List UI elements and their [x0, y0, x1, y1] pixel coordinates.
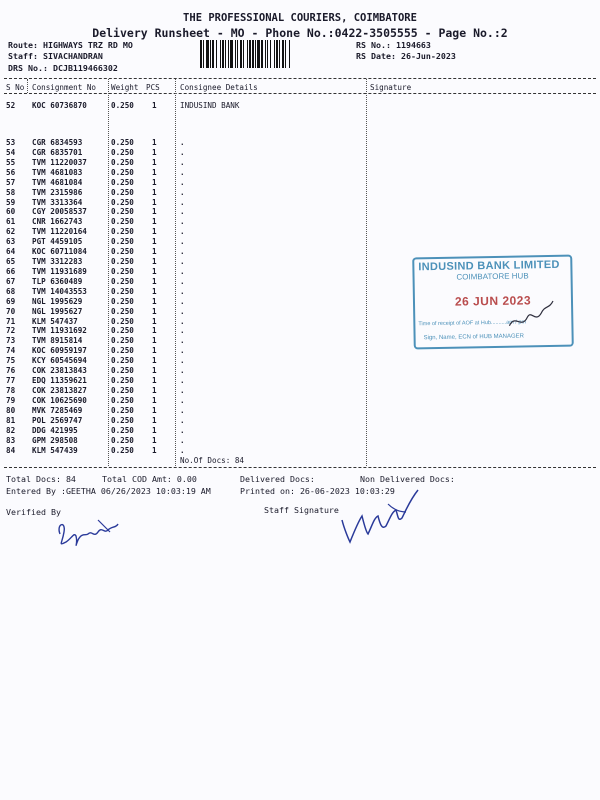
table-row — [0, 277, 370, 287]
row-consignment: KLM 547439 — [32, 445, 78, 455]
row-consignment: CGR 6835701 — [32, 147, 83, 157]
row-weight: 0.250 — [111, 376, 134, 386]
row-weight: 0.250 — [111, 247, 134, 257]
row-pcs: 1 — [152, 257, 157, 267]
table-row — [0, 366, 370, 376]
row-pcs: 1 — [152, 147, 157, 157]
row-consignee: . — [180, 227, 185, 237]
row-weight: 0.250 — [111, 286, 134, 296]
row-consignment: TVM 11931692 — [32, 326, 87, 336]
row-consignee: . — [180, 257, 185, 267]
bank-receipt-stamp — [412, 255, 574, 350]
row-sno: 77 — [6, 376, 16, 386]
rs-number: RS No.: 1194663 — [356, 40, 431, 50]
row-consignment: KOC 60959197 — [32, 346, 87, 356]
row-sno: 72 — [6, 326, 16, 336]
row-consignee: . — [180, 276, 185, 286]
row-pcs: 1 — [152, 276, 157, 286]
row-weight: 0.250 — [111, 177, 134, 187]
no-of-docs: No.Of Docs: 84 — [180, 456, 245, 465]
row-sno: 80 — [6, 405, 16, 415]
row-pcs: 1 — [152, 237, 157, 247]
row-consignee: . — [180, 326, 185, 336]
table-bottom-rule — [4, 467, 596, 468]
staff: Staff: SIVACHANDRAN — [8, 51, 103, 61]
row-consignee: . — [180, 177, 185, 187]
row-consignment: POL 2569747 — [32, 415, 83, 425]
row-weight: 0.250 — [111, 366, 134, 376]
row-weight: 0.250 — [111, 316, 134, 326]
row-consignee: . — [180, 167, 185, 177]
row-consignee: . — [180, 445, 185, 455]
table-row — [0, 207, 370, 217]
row-pcs: 1 — [152, 425, 157, 435]
row-sno: 79 — [6, 395, 16, 405]
row-consignee: . — [180, 247, 185, 257]
row-sno: 60 — [6, 207, 16, 217]
row-weight: 0.250 — [111, 147, 134, 157]
row-weight: 0.250 — [111, 445, 134, 455]
row-consignment: NGL 1995627 — [32, 306, 83, 316]
row-consignee: . — [180, 425, 185, 435]
row-weight: 0.250 — [111, 306, 134, 316]
table-row — [0, 356, 370, 366]
row-sno: 57 — [6, 177, 16, 187]
row-sno: 53 — [6, 138, 16, 147]
row-pcs: 1 — [152, 296, 157, 306]
route: Route: HIGHWAYS TRZ RD MO — [8, 40, 133, 50]
table-row — [0, 386, 370, 396]
row-sno: 65 — [6, 257, 16, 267]
row-pcs: 1 — [152, 306, 157, 316]
row-consignment: TVM 11931689 — [32, 266, 87, 276]
row-pcs: 1 — [152, 386, 157, 395]
row-pcs: 1 — [152, 286, 157, 296]
row-pcs: 1 — [152, 356, 157, 366]
table-header-rule — [4, 93, 596, 94]
row-pcs: 1 — [152, 405, 157, 415]
row-consignee: . — [180, 147, 185, 157]
row-consignment: KLM 547437 — [32, 316, 78, 326]
rs-date: RS Date: 26-Jun-2023 — [356, 51, 456, 61]
total-cod-amount: Total COD Amt: 0.00 — [102, 474, 197, 484]
row-weight: 0.250 — [111, 101, 134, 110]
verified-by-label: Verified By — [6, 507, 61, 517]
table-row — [0, 217, 370, 227]
row-weight: 0.250 — [111, 167, 134, 177]
row-pcs: 1 — [152, 445, 157, 455]
row-consignee: . — [180, 207, 185, 217]
row-consignee: . — [180, 157, 185, 167]
row-weight: 0.250 — [111, 157, 134, 167]
row-weight: 0.250 — [111, 237, 134, 247]
row-sno: 62 — [6, 227, 16, 237]
row-weight: 0.250 — [111, 217, 134, 227]
row-consignee: . — [180, 296, 185, 306]
table-row — [0, 247, 370, 257]
row-weight: 0.250 — [111, 336, 134, 346]
row-sno: 71 — [6, 316, 16, 326]
row-consignee: . — [180, 306, 185, 316]
delivered-docs: Delivered Docs: — [240, 474, 315, 484]
row-sno: 54 — [6, 147, 16, 157]
header-pcs: PCS — [146, 83, 160, 92]
row-sno: 55 — [6, 157, 16, 167]
row-consignee: . — [180, 366, 185, 376]
total-docs: Total Docs: 84 — [6, 474, 76, 484]
row-consignment: TVM 3312283 — [32, 257, 83, 267]
row-sno: 61 — [6, 217, 16, 227]
table-row — [0, 188, 370, 198]
stamp-date: 26 JUN 2023 — [454, 293, 532, 309]
row-sno: 70 — [6, 306, 16, 316]
table-row — [0, 436, 370, 446]
row-sno: 66 — [6, 266, 16, 276]
row-weight: 0.250 — [111, 346, 134, 356]
verified-by-signature — [52, 514, 122, 554]
row-consignee: . — [180, 217, 185, 227]
row-consignment: TVM 4681084 — [32, 177, 83, 187]
row-weight: 0.250 — [111, 425, 134, 435]
table-row — [0, 406, 370, 416]
row-sno: 52 — [6, 101, 16, 110]
row-weight: 0.250 — [111, 266, 134, 276]
row-weight: 0.250 — [111, 405, 134, 415]
row-consignee: . — [180, 346, 185, 356]
table-row — [0, 287, 370, 297]
row-pcs: 1 — [152, 227, 157, 237]
table-row — [0, 307, 370, 317]
stamp-hub: COIMBATORE HUB — [456, 271, 529, 282]
row-consignment: EDQ 11359621 — [32, 376, 87, 386]
row-consignee: . — [180, 266, 185, 276]
row-sno: 75 — [6, 356, 16, 366]
table-row — [0, 416, 370, 426]
col-divider — [27, 79, 28, 93]
row-consignee: . — [180, 435, 185, 445]
row-sno: 78 — [6, 386, 16, 395]
header-signature: Signature — [370, 83, 412, 92]
row-pcs: 1 — [152, 415, 157, 425]
row-sno: 83 — [6, 435, 16, 445]
row-consignment: CGY 20058537 — [32, 207, 87, 217]
table-row — [0, 158, 370, 168]
staff-signature — [336, 482, 426, 550]
row-consignment: DDG 421995 — [32, 425, 78, 435]
row-consignee: . — [180, 316, 185, 326]
row-consignment: PGT 4459105 — [32, 237, 83, 247]
row-weight: 0.250 — [111, 227, 134, 237]
table-row — [0, 336, 370, 346]
row-sno: 76 — [6, 366, 16, 376]
row-consignment: MVK 7285469 — [32, 405, 83, 415]
row-weight: 0.250 — [111, 207, 134, 217]
row-pcs: 1 — [152, 197, 157, 207]
row-sno: 68 — [6, 286, 16, 296]
row-weight: 0.250 — [111, 435, 134, 445]
stamp-bank-name: INDUSIND BANK LIMITED — [418, 258, 560, 274]
table-row — [0, 267, 370, 277]
row-consignee: INDUSIND BANK — [180, 101, 240, 110]
row-consignment: KOC 60736870 — [32, 101, 87, 110]
row-pcs: 1 — [152, 177, 157, 187]
table-row — [0, 198, 370, 208]
row-sno: 74 — [6, 346, 16, 356]
row-pcs: 1 — [152, 247, 157, 257]
row-consignment: CGR 6834593 — [32, 138, 83, 147]
row-pcs: 1 — [152, 336, 157, 346]
stamp-receipt-time: Time of receipt of AOF at Hub..........am / pm — [418, 319, 527, 328]
row-consignment: TVM 2315986 — [32, 187, 83, 197]
row-weight: 0.250 — [111, 386, 134, 395]
row-consignment: TVM 4681083 — [32, 167, 83, 177]
row-pcs: 1 — [152, 435, 157, 445]
row-pcs: 1 — [152, 366, 157, 376]
row-sno: 82 — [6, 425, 16, 435]
row-sno: 73 — [6, 336, 16, 346]
row-pcs: 1 — [152, 157, 157, 167]
row-consignee: . — [180, 415, 185, 425]
row-pcs: 1 — [152, 395, 157, 405]
row-pcs: 1 — [152, 346, 157, 356]
table-row — [0, 138, 370, 148]
row-pcs: 1 — [152, 101, 157, 110]
row-weight: 0.250 — [111, 197, 134, 207]
header-consignment: Consignment No — [32, 83, 97, 92]
row-consignment: TVM 11220164 — [32, 227, 87, 237]
row-consignment: KCY 60545694 — [32, 356, 87, 366]
row-consignee: . — [180, 197, 185, 207]
table-row — [0, 237, 370, 247]
row-weight: 0.250 — [111, 326, 134, 336]
non-delivered-docs: Non Delivered Docs: — [360, 474, 455, 484]
table-row — [0, 446, 370, 456]
table-row — [0, 178, 370, 188]
row-sno: 84 — [6, 445, 16, 455]
row-consignment: NGL 1995629 — [32, 296, 83, 306]
row-consignee: . — [180, 138, 185, 147]
runsheet-title: Delivery Runsheet - MO - Phone No.:0422-3505555 - Page No.:2 — [92, 26, 508, 40]
header-sno: S No — [6, 83, 25, 92]
row-pcs: 1 — [152, 138, 157, 147]
table-row — [0, 426, 370, 436]
row-sno: 69 — [6, 296, 16, 306]
row-weight: 0.250 — [111, 187, 134, 197]
row-consignment: TVM 11220037 — [32, 157, 87, 167]
row-weight: 0.250 — [111, 415, 134, 425]
row-sno: 63 — [6, 237, 16, 247]
company-title: THE PROFESSIONAL COURIERS, COIMBATORE — [183, 12, 417, 24]
row-consignment: COK 23813843 — [32, 366, 87, 376]
entered-by: Entered By :GEETHA 06/26/2023 10:03:19 AM — [6, 486, 211, 496]
barcode — [200, 40, 348, 68]
table-row — [0, 346, 370, 356]
row-consignee: . — [180, 336, 185, 346]
table-row — [0, 376, 370, 386]
row-sno: 67 — [6, 276, 16, 286]
row-sno: 59 — [6, 197, 16, 207]
row-consignee: . — [180, 237, 185, 247]
table-row — [0, 227, 370, 237]
row-pcs: 1 — [152, 207, 157, 217]
row-consignee: . — [180, 405, 185, 415]
row-consignee: . — [180, 187, 185, 197]
drs-number: DRS No.: DCJB119466302 — [8, 63, 118, 73]
row-pcs: 1 — [152, 167, 157, 177]
table-row — [0, 326, 370, 336]
table-row — [0, 317, 370, 327]
row-pcs: 1 — [152, 376, 157, 386]
row-consignment: TVM 8915814 — [32, 336, 83, 346]
row-consignment: COK 23813827 — [32, 386, 87, 395]
row-consignee: . — [180, 356, 185, 366]
stamp-initials — [505, 299, 556, 334]
row-weight: 0.250 — [111, 257, 134, 267]
table-row — [0, 168, 370, 178]
row-weight: 0.250 — [111, 356, 134, 366]
table-row — [0, 396, 370, 406]
staff-signature-label: Staff Signature — [264, 505, 339, 515]
row-weight: 0.250 — [111, 276, 134, 286]
row-consignment: COK 10625690 — [32, 395, 87, 405]
row-consignee: . — [180, 395, 185, 405]
table-row — [0, 148, 370, 158]
row-consignee: . — [180, 386, 185, 395]
table-top-rule — [4, 78, 596, 79]
header-weight: Weight — [111, 83, 139, 92]
row-consignment: TLP 6360489 — [32, 276, 83, 286]
table-row — [0, 257, 370, 267]
row-sno: 64 — [6, 247, 16, 257]
stamp-sign-line: Sign, Name, ECN of HUB MANAGER — [423, 333, 525, 342]
row-weight: 0.250 — [111, 138, 134, 147]
row-consignment: GPM 298508 — [32, 435, 78, 445]
row-pcs: 1 — [152, 266, 157, 276]
row-sno: 58 — [6, 187, 16, 197]
row-consignment: TVM 14043553 — [32, 286, 87, 296]
row-sno: 56 — [6, 167, 16, 177]
row-weight: 0.250 — [111, 395, 134, 405]
header-consignee: Consignee Details — [180, 83, 258, 92]
row-pcs: 1 — [152, 316, 157, 326]
row-sno: 81 — [6, 415, 16, 425]
table-row — [0, 101, 370, 111]
row-pcs: 1 — [152, 326, 157, 336]
row-pcs: 1 — [152, 217, 157, 227]
row-consignee: . — [180, 376, 185, 386]
printed-on: Printed on: 26-06-2023 10:03:29 — [240, 486, 395, 496]
row-consignee: . — [180, 286, 185, 296]
row-consignment: TVM 3313364 — [32, 197, 83, 207]
row-pcs: 1 — [152, 187, 157, 197]
row-weight: 0.250 — [111, 296, 134, 306]
barcode-bar — [290, 40, 292, 68]
row-consignment: CNR 1662743 — [32, 217, 83, 227]
table-row — [0, 297, 370, 307]
row-consignment: KOC 60711084 — [32, 247, 87, 257]
